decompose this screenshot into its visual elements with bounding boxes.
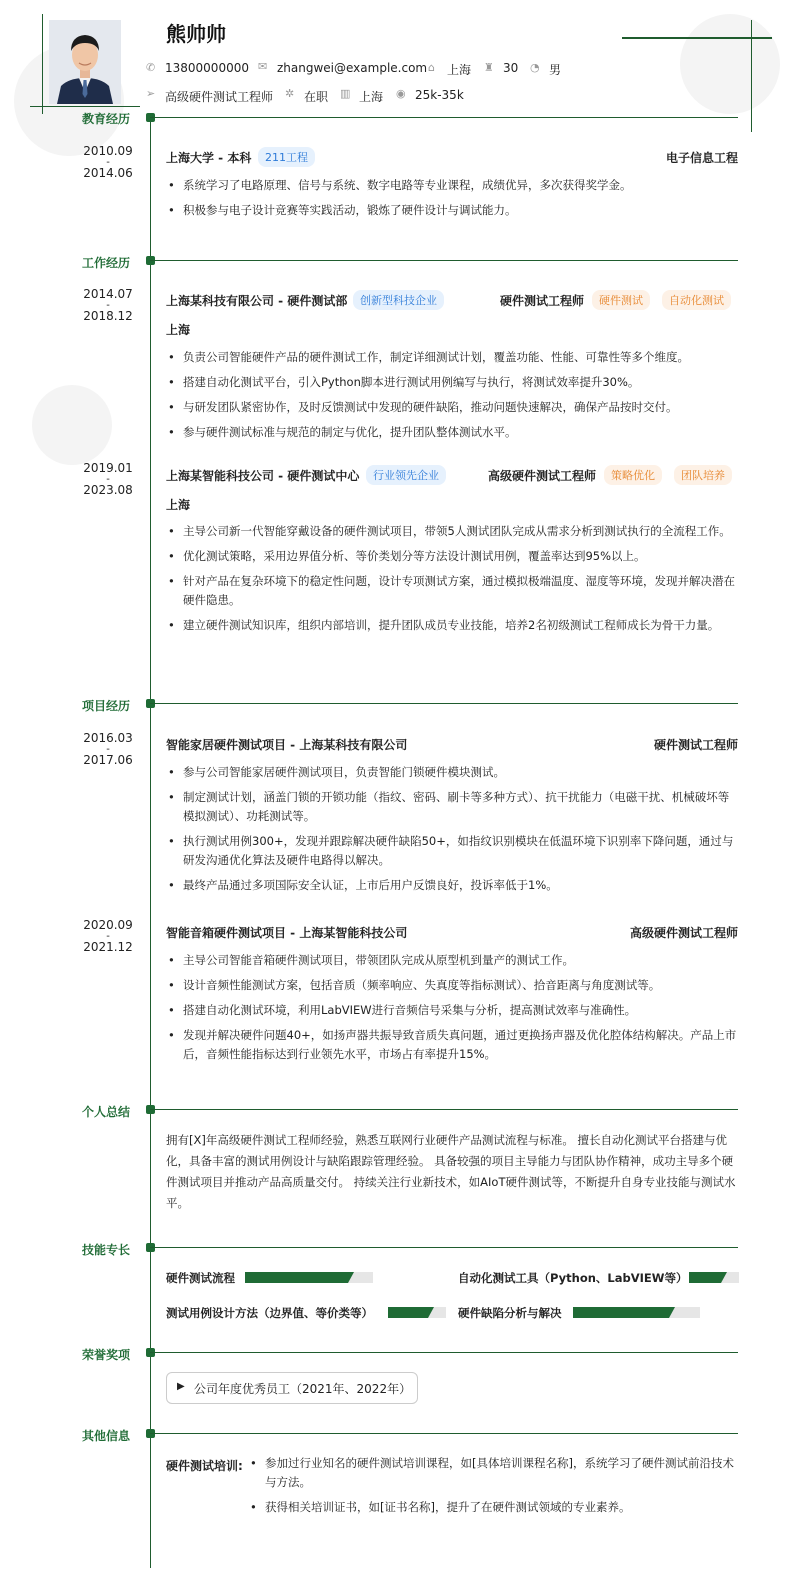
- section-title-work: 工作经历: [81, 256, 130, 270]
- list-item: • 执行测试用例300+，发现并跟踪解决硬件缺陷50+，如指纹识别模块在低温环境下识别率下降问题，通过与研发沟通优化算法及硬件电路得以解决。: [166, 832, 740, 870]
- work-company: 上海某智能科技公司 - 硬件测试中心: [166, 469, 360, 483]
- project-bullets: [166, 951, 740, 1070]
- phone-icon: ✆: [146, 61, 156, 74]
- skill-level-bar: [245, 1272, 373, 1283]
- list-item: • 建立硬件测试知识库，组织内部培训，提升团队成员专业技能，培养2名初级测试工程师成长为骨干力量。: [166, 616, 740, 635]
- list-item: • 参与公司智能家居硬件测试项目，负责智能门锁硬件模块测试。: [166, 763, 740, 782]
- skill-name: 测试用例设计方法（边界值、等价类等）: [166, 1306, 373, 1320]
- list-item: • 积极参与电子设计竞赛等实践活动，锻炼了硬件设计与调试能力。: [166, 201, 740, 220]
- other-label: 硬件测试培训:: [166, 1459, 243, 1473]
- section-divider: [150, 703, 738, 704]
- list-item: • 搭建自动化测试环境，利用LabVIEW进行音频信号采集与分析，提高测试效率与准确性。: [166, 1001, 740, 1020]
- phone: 13800000000: [165, 61, 249, 75]
- decorative-circle: [32, 385, 112, 465]
- gender-icon: ◔: [530, 61, 540, 74]
- work-dates: 2019.01 - 2023.08: [83, 461, 133, 497]
- company-tag: 行业领先企业: [366, 465, 446, 485]
- list-item: • 主导公司新一代智能穿戴设备的硬件测试项目，带领5人测试团队完成从需求分析到测试执行的全流程工作。: [166, 522, 740, 541]
- list-item: • 与研发团队紧密协作，及时反馈测试中发现的硬件缺陷，推动问题快速解决，确保产品按时交付。: [166, 398, 740, 417]
- coin-icon: ◉: [396, 87, 406, 100]
- age: 30: [503, 61, 519, 75]
- list-item: • 针对产品在复杂环境下的稳定性问题，设计专项测试方案，通过模拟极端温度、湿度等环境，发现并解决潜在硬件隐患。: [166, 572, 740, 610]
- building-icon: ▥: [340, 87, 351, 100]
- work-company: 上海某科技有限公司 - 硬件测试部: [166, 294, 348, 308]
- skill-tag: 硬件测试: [592, 290, 650, 310]
- cake-icon: ♜: [484, 61, 494, 74]
- skill-level-fill: [245, 1272, 348, 1283]
- education-dates: 2010.09 - 2014.06: [83, 144, 133, 180]
- project-role: 硬件测试工程师: [653, 738, 738, 752]
- education-school: 上海大学 - 本科: [166, 151, 252, 165]
- avatar: [49, 20, 121, 104]
- skill-level-bar: [388, 1307, 446, 1318]
- triangle-right-icon: ▶: [177, 1381, 185, 1392]
- other-bullets: [248, 1454, 740, 1523]
- list-item: • 最终产品通过多项国际安全认证，上市后用户反馈良好，投诉率低于1%。: [166, 876, 740, 895]
- header-line: [751, 20, 752, 132]
- list-item: • 制定测试计划，涵盖门锁的开锁功能（指纹、密码、刷卡等多种方式）、抗干扰能力（电磁干扰、机械破坏等模拟测试）、功耗测试等。: [166, 788, 740, 826]
- section-divider: [150, 1433, 738, 1434]
- project-role: 高级硬件测试工程师: [629, 926, 738, 940]
- education-major: 电子信息工程: [665, 151, 738, 165]
- list-item: • 负责公司智能硬件产品的硬件测试工作，制定详细测试计划，覆盖功能、性能、可靠性等多个维度。: [166, 348, 740, 367]
- section-title-education: 教育经历: [81, 112, 130, 126]
- gear-icon: ✲: [285, 87, 295, 100]
- work-bullets: [166, 348, 740, 448]
- work-city: 上海: [166, 323, 191, 337]
- gender: 男: [549, 63, 562, 77]
- send-icon: ➢: [146, 87, 156, 100]
- section-title-summary: 个人总结: [81, 1105, 130, 1119]
- skill-tag: 团队培养: [674, 465, 732, 485]
- work-role: 高级硬件测试工程师: [488, 469, 597, 483]
- skill-level-bar: [689, 1272, 739, 1283]
- section-divider: [150, 1109, 738, 1110]
- section-divider: [150, 260, 738, 261]
- city: 上海: [447, 63, 472, 77]
- salary: 25k-35k: [415, 88, 464, 102]
- mail-icon: ✉: [258, 60, 268, 73]
- honor-item[interactable]: [166, 1372, 418, 1404]
- section-divider: [150, 117, 738, 118]
- work-city: 上海: [166, 498, 191, 512]
- summary-text: 拥有[X]年高级硬件测试工程师经验，熟悉互联网行业硬件产品测试流程与标准。 擅长自动化测试平台搭建与优化，具备丰富的测试用例设计与缺陷跟踪管理经验。 具备较强的项目主导能力与团队协作精神，成功主导多个硬件测试项目并推动产品高质量交付。 持续关注行业新技术，如AIoT硬件测试等，不断提升自身专业技能与测试水平。: [166, 1133, 736, 1210]
- work-role: 硬件测试工程师: [500, 294, 585, 308]
- skill-level-fill: [388, 1307, 428, 1318]
- home-icon: ⌂: [428, 61, 435, 74]
- header-line: [30, 106, 140, 107]
- list-item: • 系统学习了电路原理、信号与系统、数字电路等专业课程，成绩优异，多次获得奖学金。: [166, 176, 740, 195]
- education-tag: 211工程: [258, 147, 315, 167]
- skill-tag: 自动化测试: [662, 290, 731, 310]
- work-dates: 2014.07 - 2018.12: [83, 287, 133, 323]
- section-divider: [150, 1247, 738, 1248]
- section-divider: [150, 1352, 738, 1353]
- list-item: • 搭建自动化测试平台，引入Python脚本进行测试用例编写与执行，将测试效率提升30%。: [166, 373, 740, 392]
- header-line: [42, 14, 43, 114]
- skill-name: 硬件测试流程: [166, 1271, 235, 1285]
- project-dates: 2020.09 - 2021.12: [83, 918, 133, 954]
- job-status: 在职: [304, 90, 329, 104]
- project-dates: 2016.03 - 2017.06: [83, 731, 133, 767]
- skill-name: 自动化测试工具（Python、LabVIEW等）: [458, 1271, 688, 1285]
- list-item: • 获得相关培训证书，如[证书名称]，提升了在硬件测试领域的专业素养。: [248, 1498, 740, 1517]
- decorative-circle: [680, 14, 780, 114]
- skill-level-fill: [573, 1307, 669, 1318]
- list-item: • 主导公司智能音箱硬件测试项目，带领团队完成从原型机到量产的测试工作。: [166, 951, 740, 970]
- skill-level-bar: [573, 1307, 700, 1318]
- header-line: [622, 37, 772, 39]
- candidate-name: 熊帅帅: [166, 22, 226, 46]
- section-title-honors: 荣誉奖项: [81, 1348, 130, 1362]
- section-title-other: 其他信息: [81, 1429, 130, 1443]
- company-tag: 创新型科技企业: [353, 290, 444, 310]
- section-title-projects: 项目经历: [81, 699, 130, 713]
- email: zhangwei@example.com: [277, 61, 428, 75]
- honor-text: 公司年度优秀员工（2021年、2022年）: [194, 1382, 412, 1396]
- target-city: 上海: [359, 90, 384, 104]
- section-title-skills: 技能专长: [81, 1243, 130, 1257]
- skill-tag: 策略优化: [604, 465, 662, 485]
- skill-name: 硬件缺陷分析与解决: [458, 1306, 562, 1320]
- list-item: • 优化测试策略，采用边界值分析、等价类划分等方法设计测试用例，覆盖率达到95%以上。: [166, 547, 740, 566]
- list-item: • 发现并解决硬件问题40+，如扬声器共振导致音质失真问题，通过更换扬声器及优化腔体结构解决。产品上市后，音频性能指标达到行业领先水平，市场占有率提升15%。: [166, 1026, 740, 1064]
- list-item: • 设计音频性能测试方案，包括音质（频率响应、失真度等指标测试）、拾音距离与角度测试等。: [166, 976, 740, 995]
- job-position: 高级硬件测试工程师: [165, 90, 274, 104]
- project-bullets: [166, 763, 740, 901]
- work-bullets: [166, 522, 740, 641]
- skill-level-fill: [689, 1272, 721, 1283]
- education-bullets: [166, 176, 740, 226]
- project-title: 智能音箱硬件测试项目 - 上海某智能科技公司: [166, 926, 408, 940]
- project-title: 智能家居硬件测试项目 - 上海某科技有限公司: [166, 738, 408, 752]
- list-item: • 参加过行业知名的硬件测试培训课程，如[具体培训课程名称]，系统学习了硬件测试前沿技术与方法。: [248, 1454, 740, 1492]
- list-item: • 参与硬件测试标准与规范的制定与优化，提升团队整体测试水平。: [166, 423, 740, 442]
